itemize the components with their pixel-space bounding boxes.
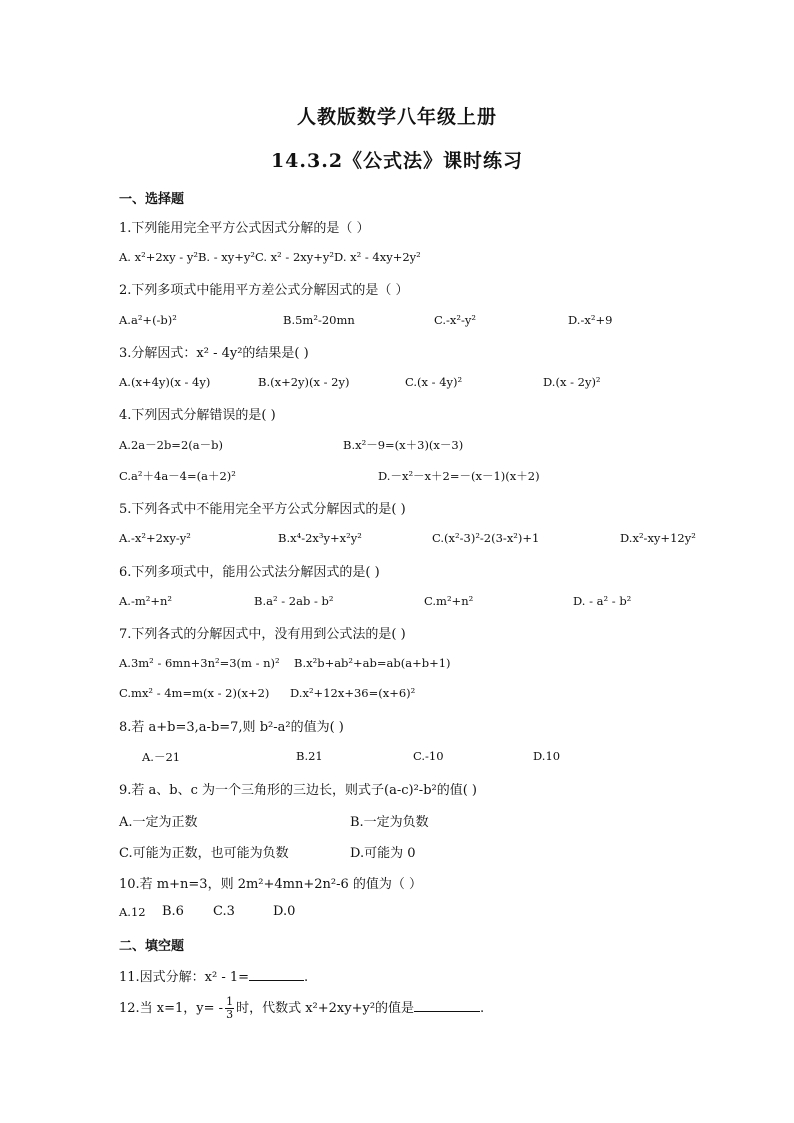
q5-option-d: D.x²-xy+12y² xyxy=(620,531,696,545)
q3-option-b: B.(x+2y)(x - 2y) xyxy=(258,375,350,389)
q11-text: 11.因式分解：x² - 1= xyxy=(119,970,250,985)
q10-option-c: C.3 xyxy=(213,904,235,919)
q3-option-d: D.(x - 2y)² xyxy=(543,375,601,389)
q2-option-d: D.-x²+9 xyxy=(568,313,613,327)
q4-option-d: D.－x²－x＋2=－(x－1)(x＋2) xyxy=(378,469,540,483)
q6-option-b: B.a² - 2ab - b² xyxy=(254,594,334,608)
q9-option-b: B.一定为负数 xyxy=(350,815,429,830)
question-3: 3.分解因式：x² - 4y²的结果是( ) xyxy=(119,346,309,361)
q3-option-c: C.(x - 4y)² xyxy=(405,375,463,389)
question-5: 5.下列各式中不能用完全平方公式分解因式的是( ) xyxy=(119,502,406,517)
q12-text-start: 12.当 x=1，y= - xyxy=(119,1001,224,1016)
document-title: 人教版数学八年级上册 xyxy=(296,106,497,128)
q12-fraction xyxy=(225,996,234,1021)
q7-option-a: A.3m² - 6mn+3n²=3(m - n)² xyxy=(119,656,280,670)
q5-option-c: C.(x²-3)²-2(3-x²)+1 xyxy=(432,531,540,545)
q12-fraction-numerator: 1 xyxy=(226,995,234,1008)
q8-option-c: C.-10 xyxy=(413,749,444,763)
q3-option-a: A.(x+4y)(x - 4y) xyxy=(119,375,211,389)
q12-answer-blank[interactable] xyxy=(414,999,480,1012)
section-heading-fill: 二、填空题 xyxy=(119,939,185,954)
question-4: 4.下列因式分解错误的是( ) xyxy=(119,408,276,423)
question-1: 1.下列能用完全平方公式因式分解的是（ ） xyxy=(119,221,370,236)
q6-option-c: C.m²+n² xyxy=(424,594,474,608)
q5-option-b: B.x⁴-2x³y+x²y² xyxy=(278,531,362,545)
question-6: 6.下列多项式中，能用公式法分解因式的是( ) xyxy=(119,565,380,580)
q6-option-d: D. - a² - b² xyxy=(573,594,632,608)
q5-option-a: A.-x²+2xy-y² xyxy=(119,531,191,545)
q7-option-c: C.mx² - 4m=m(x - 2)(x+2) xyxy=(119,686,270,700)
question-10: 10.若 m+n=3，则 2m²+4mn+2n²-6 的值为（ ） xyxy=(119,877,423,892)
q12-period: . xyxy=(480,1001,485,1016)
section-heading-choice: 一、选择题 xyxy=(119,192,185,207)
question-2: 2.下列多项式中能用平方差公式分解因式的是（ ） xyxy=(119,283,409,298)
question-12 xyxy=(119,996,484,1021)
q7-option-b: B.x²b+ab²+ab=ab(a+b+1) xyxy=(294,656,451,670)
q12-text-middle: 时，代数式 x²+2xy+y²的值是 xyxy=(236,1001,415,1016)
question-8: 8.若 a+b=3,a-b=7,则 b²-a²的值为( ) xyxy=(119,720,344,735)
q6-option-a: A.-m²+n² xyxy=(119,594,173,608)
q8-option-a: A.－21 xyxy=(142,750,181,764)
q10-option-d: D.0 xyxy=(273,904,296,919)
q8-option-d: D.10 xyxy=(533,749,561,763)
q2-option-b: B.5m²-20mn xyxy=(283,313,355,327)
q4-option-b: B.x²－9=(x＋3)(x－3) xyxy=(343,438,464,452)
q4-option-a: A.2a－2b=2(a－b) xyxy=(119,438,223,452)
q2-option-c: C.-x²-y² xyxy=(434,313,477,327)
q8-option-b: B.21 xyxy=(296,749,323,763)
document-subtitle: 14.3.2《公式法》课时练习 xyxy=(270,150,524,172)
q11-answer-blank[interactable] xyxy=(249,968,304,981)
q12-fraction-denominator: 3 xyxy=(226,1008,234,1021)
q7-option-d: D.x²+12x+36=(x+6)² xyxy=(290,686,416,700)
q10-option-a: A.12 xyxy=(119,905,146,919)
q11-period: . xyxy=(304,970,309,985)
question-9: 9.若 a、b、c 为一个三角形的三边长，则式子(a-c)²-b²的值( ) xyxy=(119,783,478,798)
question-7: 7.下列各式的分解因式中，没有用到公式法的是( ) xyxy=(119,627,406,642)
q9-option-a: A.一定为正数 xyxy=(119,815,198,830)
q9-option-c: C.可能为正数，也可能为负数 xyxy=(119,846,289,861)
q9-option-d: D.可能为 0 xyxy=(350,846,416,861)
q4-option-c: C.a²＋4a－4=(a＋2)² xyxy=(119,469,236,483)
q10-option-b: B.6 xyxy=(162,904,184,919)
q2-option-a: A.a²+(-b)² xyxy=(119,313,177,327)
question-11 xyxy=(119,966,308,985)
question-1-options: A. x²+2xy - y²B. - xy+y²C. x² - 2xy+y²D. x² - 4xy+2y² xyxy=(119,250,421,264)
